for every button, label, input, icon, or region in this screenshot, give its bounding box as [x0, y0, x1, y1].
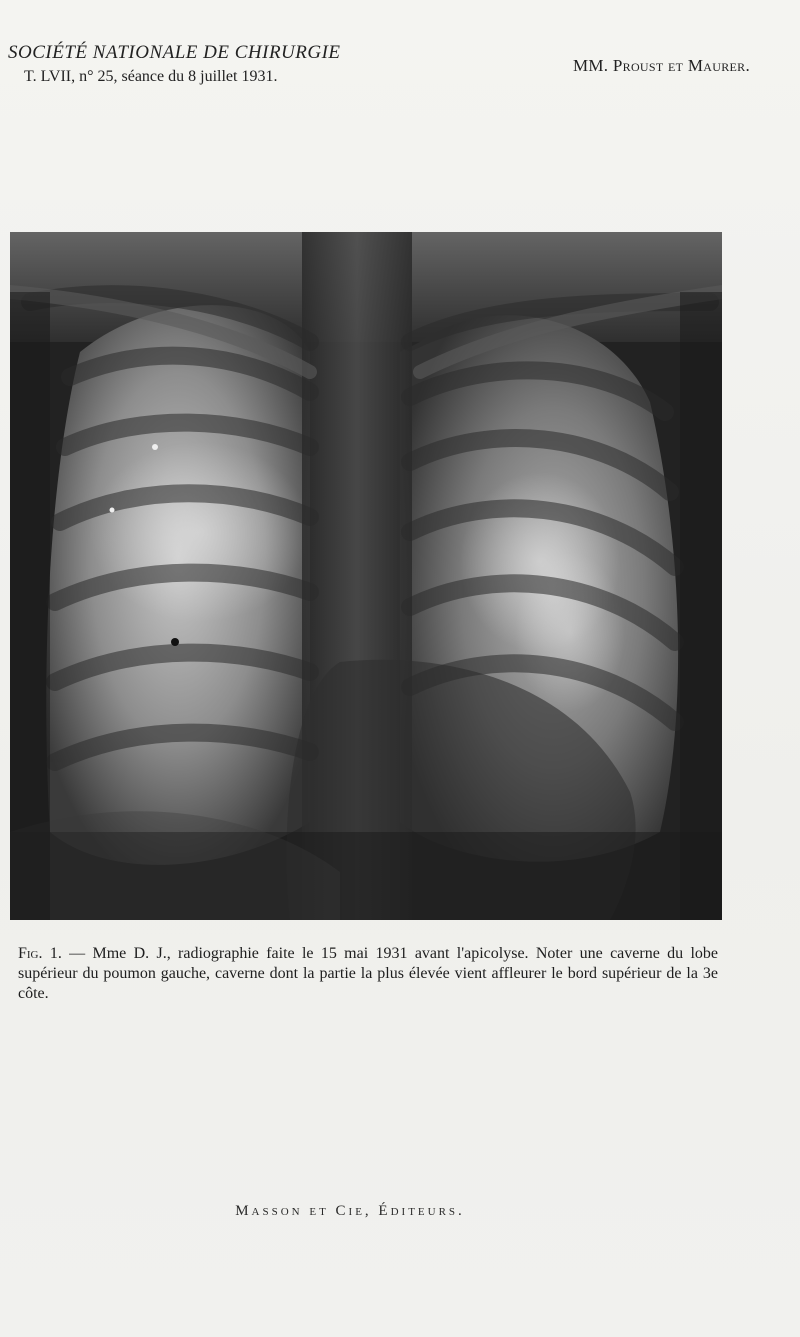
authors-prefix: MM. [572, 56, 609, 75]
caption-text: Mme D. J., radiographie faite le 15 mai 1931 avant l'apicolyse. Noter une caverne du lobe supérieur du poumon gauche, caverne dont la partie la plus élevée vient affleurer le bord supérieur de la 3e côte. [18, 945, 718, 1002]
publisher-footer: Masson et Cie, Éditeurs. [235, 1203, 465, 1219]
figure-caption [18, 944, 718, 1004]
chest-radiograph [10, 232, 722, 920]
authors-names: Proust et Maurer. [612, 56, 750, 75]
figure-label: Fig. 1. — [18, 945, 86, 962]
journal-title: SOCIÉTÉ NATIONALE DE CHIRURGIE [8, 42, 341, 63]
issue-line: T. LVII, n° 25, séance du 8 juillet 1931. [24, 67, 278, 85]
authors-header [573, 56, 750, 76]
journal-header [8, 42, 341, 86]
